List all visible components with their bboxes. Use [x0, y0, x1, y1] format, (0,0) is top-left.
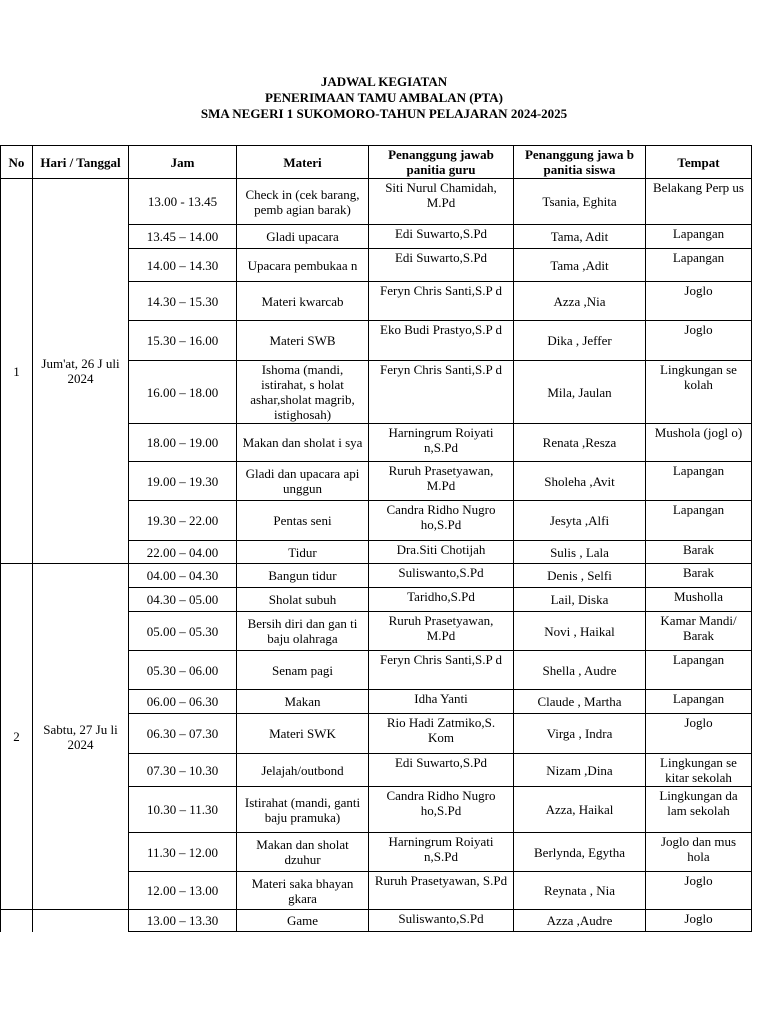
cell-tempat: Lapangan	[646, 651, 752, 690]
cell-jam: 19.00 – 19.30	[129, 462, 237, 501]
cell-siswa: Tsania, Eghita	[514, 179, 646, 225]
cell-guru: Edi Suwarto,S.Pd	[369, 225, 514, 249]
title-line-1: JADWAL KEGIATAN	[320, 74, 448, 89]
cell-materi: Upacara pembukaa n	[237, 249, 369, 282]
cell-tempat: Lingkungan se kitar sekolah	[646, 754, 752, 787]
cell-jam: 13.00 - 13.45	[129, 179, 237, 225]
cell-jam: 13.00 – 13.30	[129, 910, 237, 932]
cell-tempat: Lapangan	[646, 690, 752, 714]
cell-jam: 22.00 – 04.00	[129, 541, 237, 564]
cell-siswa: Novi , Haikal	[514, 612, 646, 651]
cell-tempat: Joglo dan mus hola	[646, 833, 752, 872]
cell-jam: 14.30 – 15.30	[129, 282, 237, 321]
title-line-2: PENERIMAAN TAMU AMBALAN (PTA)	[265, 90, 503, 105]
day-date: Sabtu, 27 Ju li 2024	[33, 564, 129, 910]
cell-jam: 19.30 – 22.00	[129, 501, 237, 541]
cell-guru: Candra Ridho Nugro ho,S.Pd	[369, 501, 514, 541]
cell-jam: 05.30 – 06.00	[129, 651, 237, 690]
header-tempat: Tempat	[646, 146, 752, 179]
cell-guru: Candra Ridho Nugro ho,S.Pd	[369, 787, 514, 833]
cell-guru: Eko Budi Prastyo,S.P d	[369, 321, 514, 361]
cell-jam: 18.00 – 19.00	[129, 424, 237, 462]
cell-guru: Harningrum Roiyati n,S.Pd	[369, 833, 514, 872]
cell-guru: Suliswanto,S.Pd	[369, 564, 514, 588]
document-title	[0, 74, 768, 122]
cell-materi: Tidur	[237, 541, 369, 564]
cell-guru: Siti Nurul Chamidah, M.Pd	[369, 179, 514, 225]
cell-tempat: Lapangan	[646, 501, 752, 541]
header-siswa: Penanggung jawa b panitia siswa	[514, 146, 646, 179]
cell-siswa: Shella , Audre	[514, 651, 646, 690]
cell-guru: Feryn Chris Santi,S.P d	[369, 361, 514, 424]
cell-tempat: Mushola (jogl o)	[646, 424, 752, 462]
cell-materi: Bangun tidur	[237, 564, 369, 588]
cell-tempat: Belakang Perp us	[646, 179, 752, 225]
cell-tempat: Barak	[646, 564, 752, 588]
cell-tempat: Joglo	[646, 872, 752, 910]
cell-jam: 14.00 – 14.30	[129, 249, 237, 282]
cell-materi: Istirahat (mandi, ganti baju pramuka)	[237, 787, 369, 833]
cell-jam: 07.30 – 10.30	[129, 754, 237, 787]
cell-materi: Makan dan sholat i sya	[237, 424, 369, 462]
cell-tempat: Barak	[646, 541, 752, 564]
cell-jam: 05.00 – 05.30	[129, 612, 237, 651]
day-no	[1, 910, 33, 932]
table-row	[1, 910, 752, 932]
cell-materi: Sholat subuh	[237, 588, 369, 612]
table-row	[1, 564, 752, 588]
cell-materi: Game	[237, 910, 369, 932]
cell-jam: 04.30 – 05.00	[129, 588, 237, 612]
cell-siswa: Tama, Adit	[514, 225, 646, 249]
cell-jam: 11.30 – 12.00	[129, 833, 237, 872]
cell-materi: Pentas seni	[237, 501, 369, 541]
cell-siswa: Azza ,Audre	[514, 910, 646, 932]
cell-tempat: Joglo	[646, 910, 752, 932]
cell-jam: 16.00 – 18.00	[129, 361, 237, 424]
cell-guru: Ruruh Prasetyawan, M.Pd	[369, 612, 514, 651]
cell-materi: Senam pagi	[237, 651, 369, 690]
cell-jam: 10.30 – 11.30	[129, 787, 237, 833]
cell-siswa: Azza ,Nia	[514, 282, 646, 321]
cell-materi: Jelajah/outbond	[237, 754, 369, 787]
cell-jam: 04.00 – 04.30	[129, 564, 237, 588]
cell-materi: Gladi dan upacara api unggun	[237, 462, 369, 501]
cell-tempat: Lapangan	[646, 225, 752, 249]
cell-guru: Idha Yanti	[369, 690, 514, 714]
cell-materi: Materi saka bhayan gkara	[237, 872, 369, 910]
day-date: Jum'at, 26 J uli 2024	[33, 179, 129, 564]
cell-tempat: Lapangan	[646, 249, 752, 282]
cell-jam: 12.00 – 13.00	[129, 872, 237, 910]
cell-siswa: Denis , Selfi	[514, 564, 646, 588]
cell-siswa: Berlynda, Egytha	[514, 833, 646, 872]
cell-siswa: Virga , Indra	[514, 714, 646, 754]
header-row	[1, 146, 752, 179]
day-date	[33, 910, 129, 932]
cell-tempat: Joglo	[646, 714, 752, 754]
cell-guru: Edi Suwarto,S.Pd	[369, 754, 514, 787]
cell-guru: Dra.Siti Chotijah	[369, 541, 514, 564]
schedule-table	[0, 145, 752, 932]
header-no: No	[1, 146, 33, 179]
cell-tempat: Lingkungan da lam sekolah	[646, 787, 752, 833]
header-guru: Penanggung jawab panitia guru	[369, 146, 514, 179]
cell-tempat: Joglo	[646, 321, 752, 361]
cell-guru: Ruruh Prasetyawan, M.Pd	[369, 462, 514, 501]
day-no: 2	[1, 564, 33, 910]
cell-materi: Materi kwarcab	[237, 282, 369, 321]
cell-siswa: Reynata , Nia	[514, 872, 646, 910]
cell-guru: Feryn Chris Santi,S.P d	[369, 651, 514, 690]
cell-materi: Makan dan sholat dzuhur	[237, 833, 369, 872]
cell-materi: Materi SWK	[237, 714, 369, 754]
cell-guru: Harningrum Roiyati n,S.Pd	[369, 424, 514, 462]
cell-tempat: Lingkungan se kolah	[646, 361, 752, 424]
cell-materi: Materi SWB	[237, 321, 369, 361]
cell-tempat: Kamar Mandi/ Barak	[646, 612, 752, 651]
cell-jam: 06.30 – 07.30	[129, 714, 237, 754]
cell-siswa: Renata ,Resza	[514, 424, 646, 462]
cell-guru: Ruruh Prasetyawan, S.Pd	[369, 872, 514, 910]
header-day: Hari / Tanggal	[33, 146, 129, 179]
day-no: 1	[1, 179, 33, 564]
cell-tempat: Lapangan	[646, 462, 752, 501]
cell-siswa: Jesyta ,Alfi	[514, 501, 646, 541]
cell-materi: Makan	[237, 690, 369, 714]
cell-materi: Ishoma (mandi, istirahat, s holat ashar,sholat magrib, istighosah)	[237, 361, 369, 424]
cell-siswa: Sholeha ,Avit	[514, 462, 646, 501]
cell-guru: Feryn Chris Santi,S.P d	[369, 282, 514, 321]
cell-tempat: Musholla	[646, 588, 752, 612]
cell-jam: 13.45 – 14.00	[129, 225, 237, 249]
cell-siswa: Sulis , Lala	[514, 541, 646, 564]
cell-materi: Bersih diri dan gan ti baju olahraga	[237, 612, 369, 651]
cell-siswa: Mila, Jaulan	[514, 361, 646, 424]
cell-siswa: Azza, Haikal	[514, 787, 646, 833]
cell-guru: Taridho,S.Pd	[369, 588, 514, 612]
cell-siswa: Lail, Diska	[514, 588, 646, 612]
cell-materi: Gladi upacara	[237, 225, 369, 249]
cell-siswa: Tama ,Adit	[514, 249, 646, 282]
header-materi: Materi	[237, 146, 369, 179]
cell-guru: Edi Suwarto,S.Pd	[369, 249, 514, 282]
cell-siswa: Dika , Jeffer	[514, 321, 646, 361]
cell-guru: Suliswanto,S.Pd	[369, 910, 514, 932]
header-jam: Jam	[129, 146, 237, 179]
cell-siswa: Nizam ,Dina	[514, 754, 646, 787]
table-row	[1, 179, 752, 225]
cell-tempat: Joglo	[646, 282, 752, 321]
title-line-3: SMA NEGERI 1 SUKOMORO-TAHUN PELAJARAN 2024-2025	[200, 106, 568, 121]
cell-jam: 15.30 – 16.00	[129, 321, 237, 361]
cell-guru: Rio Hadi Zatmiko,S. Kom	[369, 714, 514, 754]
cell-siswa: Claude , Martha	[514, 690, 646, 714]
cell-materi: Check in (cek barang, pemb agian barak)	[237, 179, 369, 225]
cell-jam: 06.00 – 06.30	[129, 690, 237, 714]
